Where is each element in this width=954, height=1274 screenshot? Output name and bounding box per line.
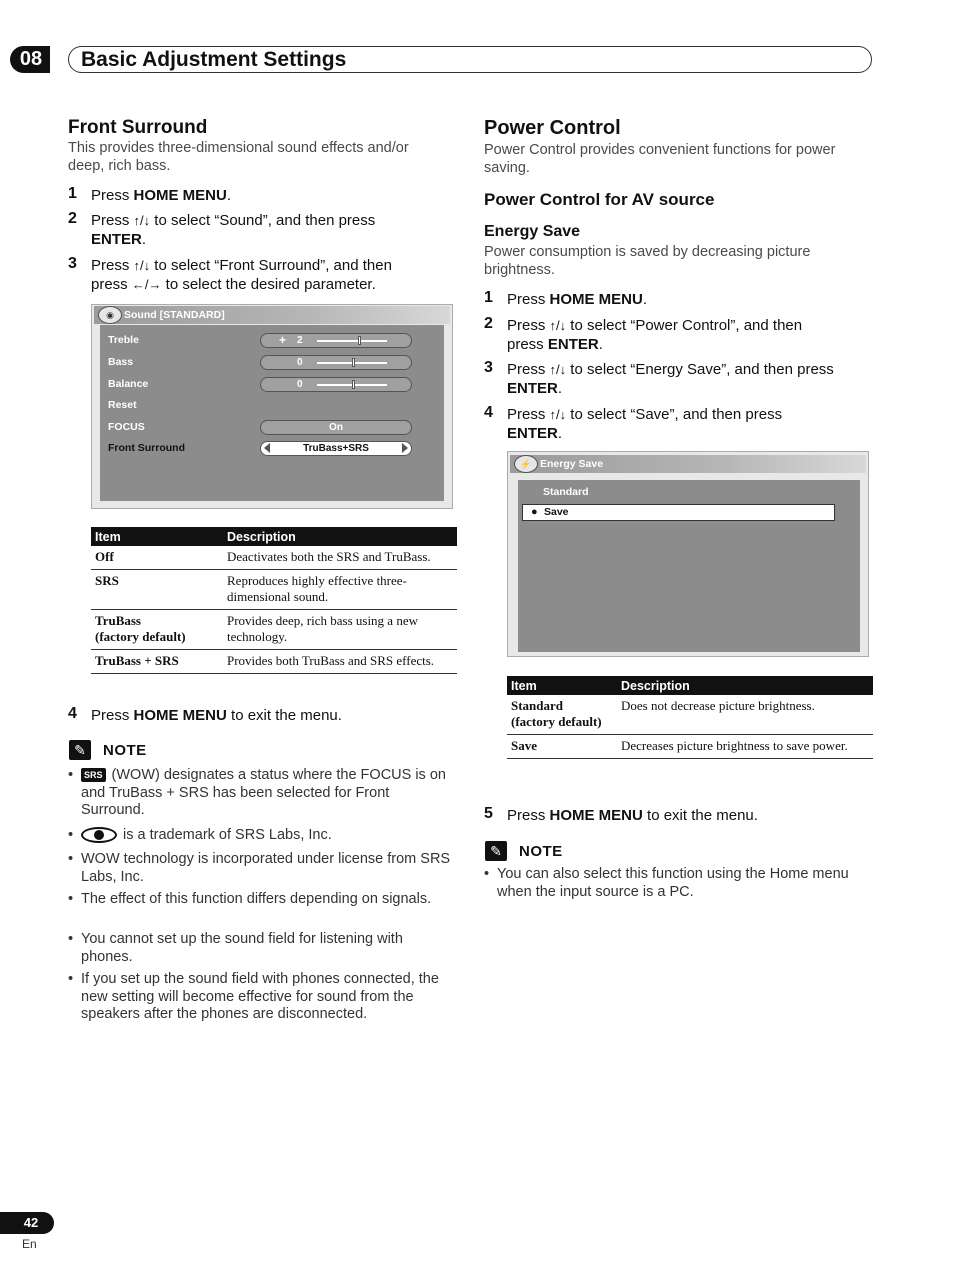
power-icon: ⚡ xyxy=(514,455,538,473)
selected-dot-icon: ● xyxy=(531,506,538,518)
step-text: Press ↑/↓ to select “Power Control”, and then press ENTER. xyxy=(507,317,803,353)
osd-row-label[interactable]: Bass xyxy=(108,356,134,368)
osd-slider[interactable]: + 2 xyxy=(260,333,412,348)
osd-row-label[interactable]: FOCUS xyxy=(108,421,145,433)
table-cell: Reproduces highly effective three-dimensional sound. xyxy=(223,570,457,610)
step-text: Press ↑/↓ to select “Front Surround”, and then press ←/→ to select the desired parameter. xyxy=(91,257,392,293)
sound-osd-title: Sound [STANDARD] xyxy=(94,306,450,324)
osd-focus-value[interactable]: On xyxy=(260,420,412,435)
table-cell: TruBass + SRS xyxy=(91,650,223,674)
energy-save-osd-title: Energy Save xyxy=(510,455,866,473)
osd-front-surround-selector[interactable]: TruBass+SRS xyxy=(260,441,412,456)
step-text: Press ↑/↓ to select “Energy Save”, and then press ENTER. xyxy=(507,361,834,397)
table-row xyxy=(91,610,457,650)
front-surround-table xyxy=(91,527,457,674)
osd-row-label[interactable]: Treble xyxy=(108,334,139,346)
energy-save-table xyxy=(507,676,873,759)
table-header: Description xyxy=(223,527,457,546)
table-header: Description xyxy=(617,676,873,695)
step-text: Press ↑/↓ to select “Save”, and then press ENTER. xyxy=(507,406,783,442)
osd-slider[interactable]: 0 xyxy=(260,355,412,370)
step-text: Press HOME MENU. xyxy=(507,291,648,308)
energy-save-heading: Energy Save xyxy=(484,223,581,240)
osd-option-standard[interactable]: Standard xyxy=(543,486,589,498)
power-control-intro: Power Control provides convenient functions for power saving. xyxy=(484,142,836,176)
table-header: Item xyxy=(507,676,617,695)
table-row xyxy=(507,695,873,735)
step-number: 2 xyxy=(68,210,77,227)
step-number: 3 xyxy=(484,359,493,376)
step-text: Press ↑/↓ to select “Sound”, and then press ENTER. xyxy=(91,212,376,248)
power-control-heading: Power Control xyxy=(484,117,621,139)
front-surround-intro: This provides three-dimensional sound effects and/or deep, rich bass. xyxy=(68,140,409,174)
power-control-av-heading: Power Control for AV source xyxy=(484,190,715,209)
table-cell: Provides both TruBass and SRS effects. xyxy=(223,650,457,674)
sound-osd-screen xyxy=(91,304,453,509)
osd-option-save[interactable]: ● Save xyxy=(522,504,835,521)
table-cell: Decreases picture brightness to save power. xyxy=(617,735,873,759)
page-title-box xyxy=(68,46,872,73)
right-arrow-icon xyxy=(402,443,408,453)
step-number: 1 xyxy=(484,289,493,306)
srs-wow-logo: SRS xyxy=(81,768,106,782)
energy-save-intro: Power consumption is saved by decreasing picture brightness. xyxy=(484,244,811,278)
table-cell: Off xyxy=(91,546,223,570)
speaker-icon: ◉ xyxy=(98,306,122,324)
table-row xyxy=(91,570,457,610)
chapter-number: 08 xyxy=(10,46,50,73)
osd-row-label[interactable]: Reset xyxy=(108,399,137,411)
step-number: 3 xyxy=(68,255,77,272)
step-number: 4 xyxy=(484,404,493,421)
left-note-label: NOTE xyxy=(103,742,147,759)
step-number: 2 xyxy=(484,315,493,332)
left-arrow-icon xyxy=(264,443,270,453)
osd-slider[interactable]: 0 xyxy=(260,377,412,392)
page-title: Basic Adjustment Settings xyxy=(81,48,347,71)
table-cell: Provides deep, rich bass using a new technology. xyxy=(223,610,457,650)
step-number: 1 xyxy=(68,185,77,202)
srs-trademark-logo xyxy=(81,827,117,843)
language-code: En xyxy=(22,1237,37,1251)
note-pencil-icon: ✎ xyxy=(485,841,507,861)
table-cell: SRS xyxy=(91,570,223,610)
table-cell: TruBass (factory default) xyxy=(91,610,223,650)
right-note-label: NOTE xyxy=(519,843,563,860)
step-text: Press HOME MENU. xyxy=(91,187,232,204)
table-cell: Deactivates both the SRS and TruBass. xyxy=(223,546,457,570)
front-surround-heading: Front Surround xyxy=(68,117,208,138)
table-row xyxy=(91,546,457,570)
energy-save-osd-screen xyxy=(507,451,869,657)
table-header: Item xyxy=(91,527,223,546)
note-pencil-icon: ✎ xyxy=(69,740,91,760)
page-number: 42 xyxy=(0,1212,54,1234)
table-cell: Save xyxy=(507,735,617,759)
table-row xyxy=(91,650,457,674)
table-cell: Standard (factory default) xyxy=(507,695,617,735)
osd-row-label[interactable]: Balance xyxy=(108,378,149,390)
table-cell: Does not decrease picture brightness. xyxy=(617,695,873,735)
table-row xyxy=(507,735,873,759)
osd-row-label[interactable]: Front Surround xyxy=(108,442,185,454)
